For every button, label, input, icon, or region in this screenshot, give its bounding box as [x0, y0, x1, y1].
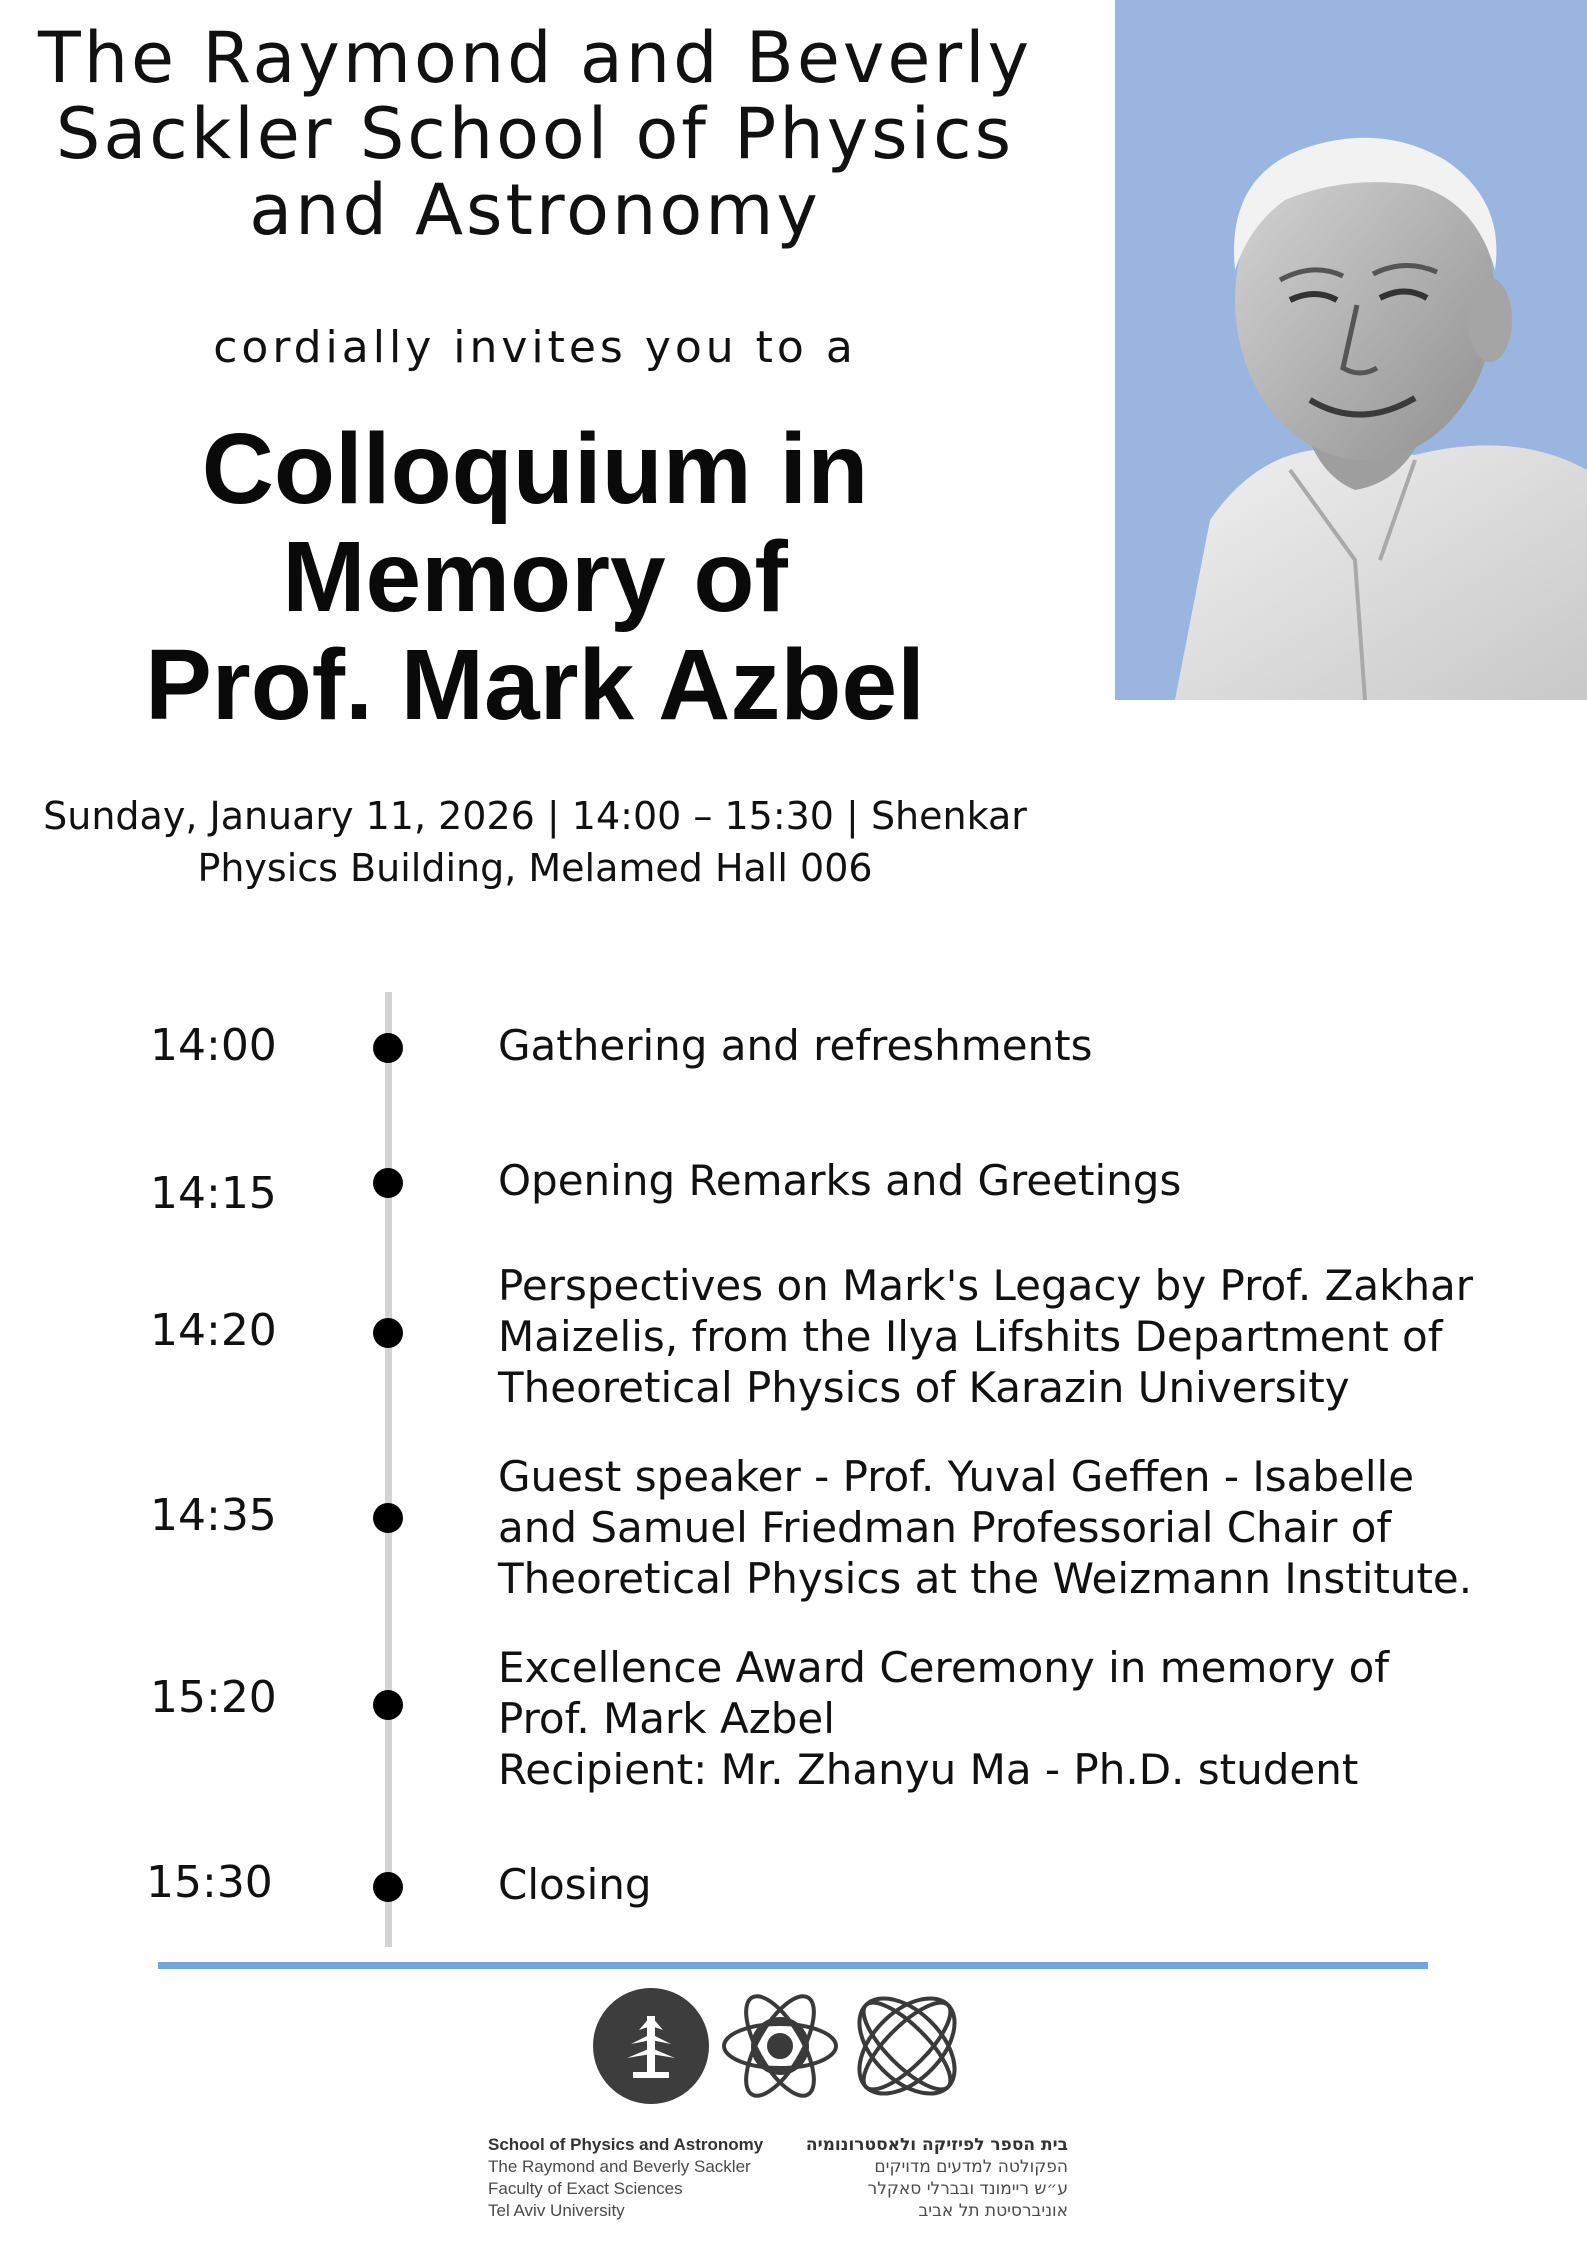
timeline-line [385, 992, 392, 1947]
invite-line: cordially invites you to a [213, 322, 857, 373]
footer-hebrew-line: אוניברסיטת תל אביב [918, 2201, 1068, 2221]
footer-hebrew-line: בית הספר לפיזיקה ולאסטרונומיה [805, 2135, 1068, 2155]
atom-logo-icon [718, 1984, 842, 2108]
event-date-location [20, 790, 1050, 894]
footer-english-line: Faculty of Exact Sciences [488, 2179, 683, 2198]
schedule-item [498, 1155, 1518, 1206]
portrait-photo [1115, 0, 1587, 700]
schedule-item [498, 1859, 1518, 1910]
schedule-item-line: Excellence Award Ceremony in memory of [498, 1643, 1390, 1692]
schedule-time: 14:00 [150, 1020, 277, 1071]
schedule-item-line: Gathering and refreshments [498, 1021, 1093, 1070]
schedule-item-line: Recipient: Mr. Zhanyu Ma - Ph.D. student [498, 1745, 1359, 1794]
schedule-item [498, 1260, 1518, 1413]
footer-divider [158, 1962, 1428, 1969]
footer-hebrew-line: הפקולטה למדעים מדויקים [874, 2157, 1068, 2177]
event-info-line: Sunday, January 11, 2026 | 14:00 – 15:30 | Shenkar [43, 794, 1027, 838]
schedule-time: 14:35 [150, 1490, 277, 1541]
schedule-item-line: Closing [498, 1860, 652, 1909]
timeline-dot [373, 1033, 403, 1063]
schedule-item-line: and Samuel Friedman Professorial Chair of [498, 1503, 1392, 1552]
portrait-illustration [1115, 0, 1587, 700]
footer-hebrew-line: ע״ש ריימונד ובברלי סאקלר [867, 2179, 1068, 2199]
footer-english-line: School of Physics and Astronomy [488, 2135, 764, 2154]
footer-hebrew-text [768, 2134, 1068, 2222]
footer-english-line: The Raymond and Beverly Sackler [488, 2157, 751, 2176]
timeline-dot [373, 1318, 403, 1348]
schedule-item-line: Guest speaker - Prof. Yuval Geffen - Isabelle [498, 1452, 1415, 1501]
timeline-dot [373, 1690, 403, 1720]
schedule-time: 15:20 [150, 1672, 277, 1723]
schedule-item [498, 1451, 1518, 1604]
event-title-line: Prof. Mark Azbel [145, 629, 925, 741]
orbits-logo-icon [845, 1984, 969, 2108]
schedule-item [498, 1020, 1518, 1071]
event-title-line: Colloquium in [201, 413, 869, 525]
schedule-item-line: Theoretical Physics at the Weizmann Institute. [498, 1554, 1473, 1603]
school-title-line: The Raymond and Beverly [37, 17, 1033, 99]
footer-english-text [488, 2134, 788, 2222]
footer-english-line: Tel Aviv University [488, 2201, 625, 2220]
timeline-dot [373, 1503, 403, 1533]
schedule-item-line: Theoretical Physics of Karazin University [498, 1363, 1350, 1412]
timeline-dot [373, 1872, 403, 1902]
school-title-line: Sackler School of Physics [55, 93, 1015, 175]
tel-aviv-university-logo-icon [591, 1986, 711, 2106]
timeline-dot [373, 1168, 403, 1198]
schedule-item-line: Maizelis, from the Ilya Lifshits Department of [498, 1312, 1443, 1361]
schedule-item [498, 1642, 1518, 1795]
event-title [20, 415, 1050, 739]
event-info-line: Physics Building, Melamed Hall 006 [197, 846, 873, 890]
school-title-line: and Astronomy [249, 169, 821, 251]
schedule-time: 14:20 [150, 1305, 277, 1356]
event-title-line: Memory of [282, 521, 788, 633]
schedule-item-line: Prof. Mark Azbel [498, 1694, 835, 1743]
schedule-time: 15:30 [146, 1857, 273, 1908]
schedule-item-line: Perspectives on Mark's Legacy by Prof. Zakhar [498, 1261, 1474, 1310]
school-title [20, 17, 1050, 251]
schedule-item-line: Opening Remarks and Greetings [498, 1156, 1182, 1205]
schedule-time: 14:15 [150, 1168, 277, 1219]
